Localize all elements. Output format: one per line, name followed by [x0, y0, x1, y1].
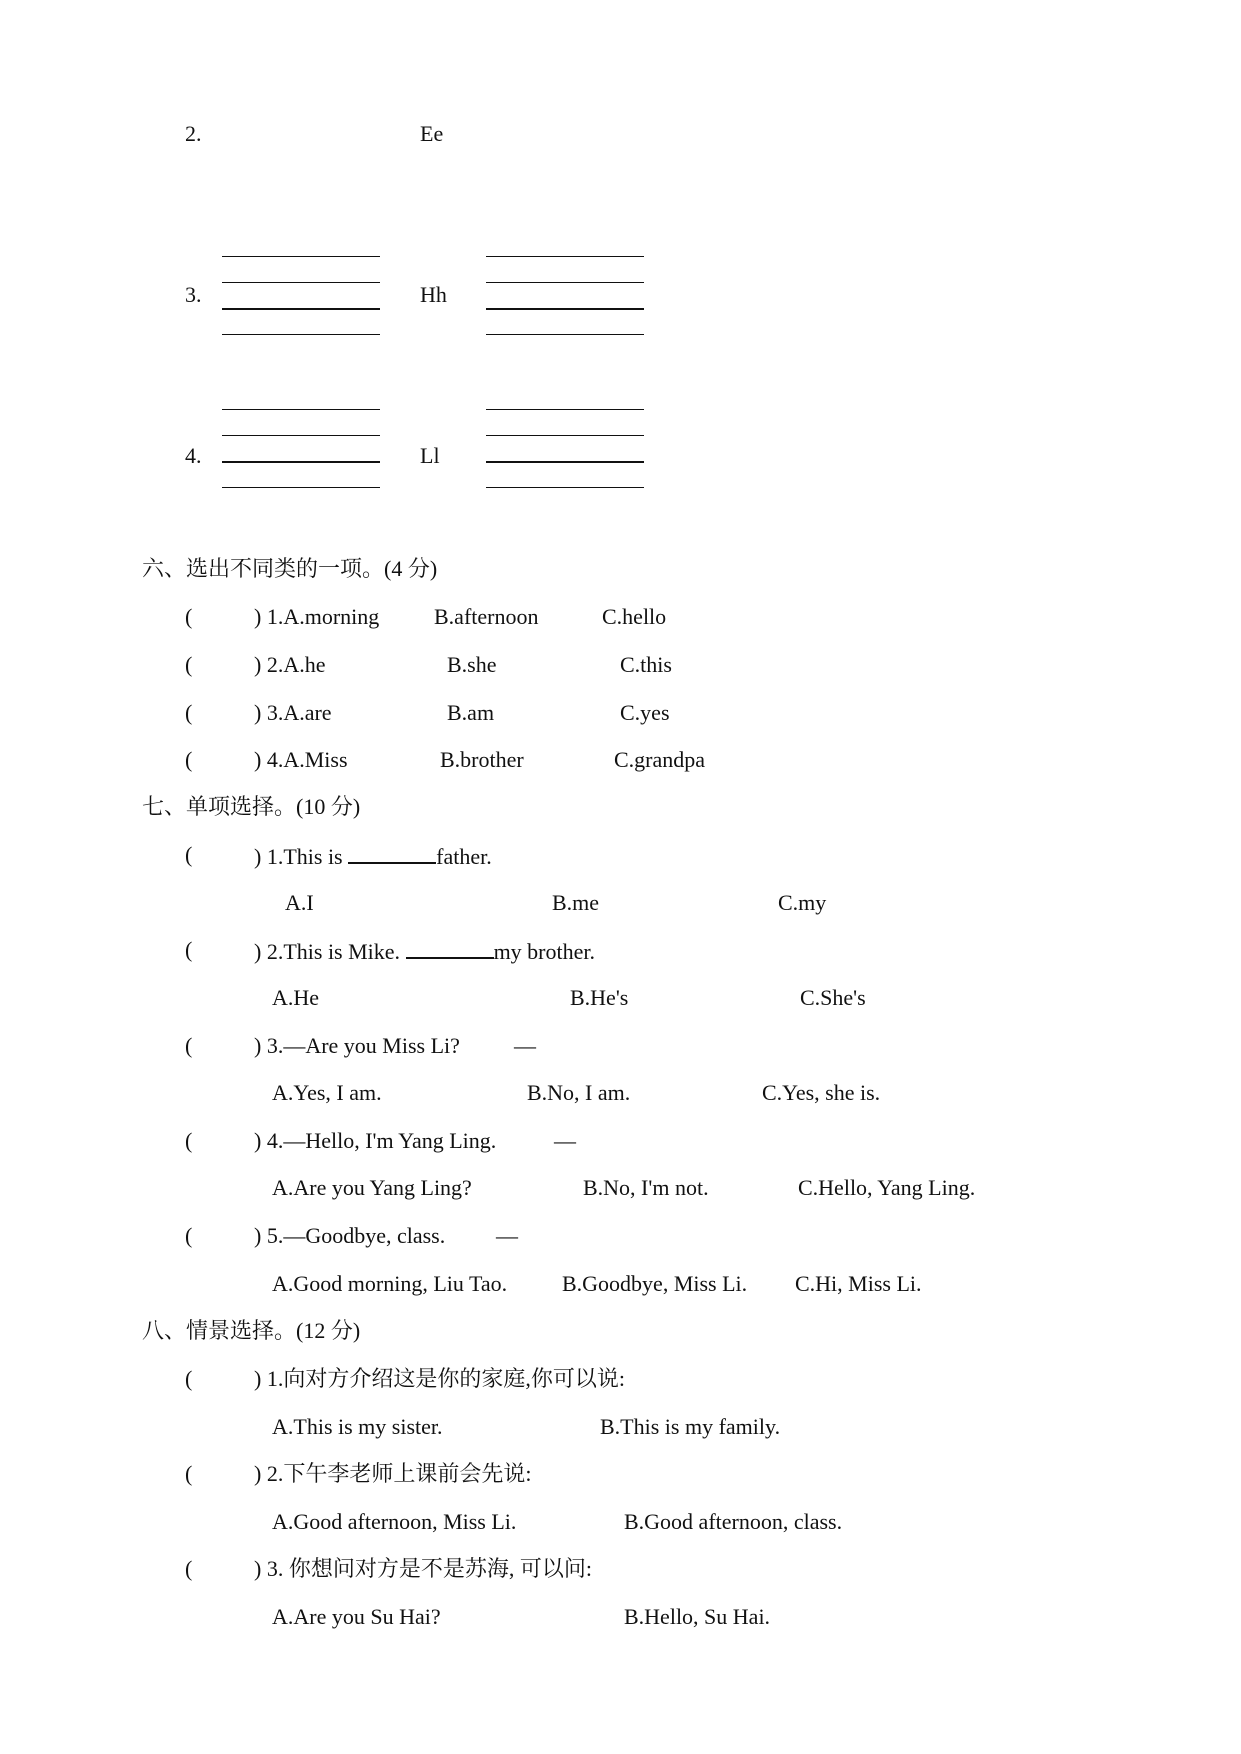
option-b: B.she: [447, 652, 497, 677]
question-stem-end: my brother.: [493, 939, 595, 964]
question-stem: ) 2.下午李老师上课前会先说:: [254, 1461, 532, 1486]
question-stem: ) 5.—Goodbye, class.: [254, 1223, 446, 1248]
answer-paren[interactable]: (: [185, 842, 193, 867]
option-b: B.Good afternoon, class.: [624, 1509, 843, 1534]
reply-dash: —: [554, 1128, 576, 1153]
writing-letter: Ee: [420, 121, 444, 146]
option-c: C.hello: [602, 604, 667, 629]
option-c: C.grandpa: [614, 747, 706, 772]
option-b: B.Goodbye, Miss Li.: [562, 1271, 748, 1296]
option-c: C.this: [620, 652, 672, 677]
writing-letter: Hh: [420, 282, 447, 307]
answer-paren[interactable]: (: [185, 747, 193, 772]
writing-grid-right[interactable]: [486, 256, 644, 338]
option-a: A.Good afternoon, Miss Li.: [272, 1509, 517, 1534]
answer-blank[interactable]: [406, 937, 494, 959]
answer-paren[interactable]: (: [185, 1556, 193, 1581]
writing-number: 3.: [185, 282, 202, 307]
option-b: B.He's: [570, 985, 629, 1010]
question-line: [254, 937, 595, 965]
option-b: B.brother: [440, 747, 524, 772]
option-a: A.Are you Yang Ling?: [272, 1175, 472, 1200]
writing-grid-right[interactable]: [486, 409, 644, 491]
answer-paren[interactable]: (: [185, 1128, 193, 1153]
question-stem: ) 2.This is Mike.: [254, 939, 406, 964]
answer-paren[interactable]: (: [185, 1461, 193, 1486]
question-stem: ) 1.This is: [254, 844, 349, 869]
answer-paren[interactable]: (: [185, 700, 193, 725]
question-stem: ) 2.A.he: [254, 652, 326, 677]
option-c: C.yes: [620, 700, 670, 725]
writing-grid-left[interactable]: [222, 409, 380, 491]
option-c: C.Hi, Miss Li.: [795, 1271, 922, 1296]
option-c: C.Yes, she is.: [762, 1080, 881, 1105]
option-c: C.She's: [800, 985, 866, 1010]
option-b: B.Hello, Su Hai.: [624, 1604, 771, 1629]
answer-paren[interactable]: (: [185, 1033, 193, 1058]
option-a: A.Yes, I am.: [272, 1080, 382, 1105]
option-a: A.He: [272, 985, 320, 1010]
section-7-title: 七、单项选择。(10 分): [142, 794, 361, 819]
writing-number: 2.: [185, 121, 202, 146]
option-b: B.No, I am.: [527, 1080, 631, 1105]
section-8-title: 八、情景选择。(12 分): [142, 1318, 361, 1343]
question-stem: ) 3.A.are: [254, 700, 332, 725]
answer-paren[interactable]: (: [185, 1366, 193, 1391]
writing-grid-left[interactable]: [222, 256, 380, 338]
writing-number: 4.: [185, 443, 202, 468]
option-a: A.I: [285, 890, 314, 915]
option-b: B.This is my family.: [600, 1414, 781, 1439]
question-stem: ) 3.—Are you Miss Li?: [254, 1033, 460, 1058]
question-stem: ) 4.A.Miss: [254, 747, 348, 772]
option-a: A.Good morning, Liu Tao.: [272, 1271, 508, 1296]
option-c: C.my: [778, 890, 827, 915]
question-stem-end: father.: [436, 844, 492, 869]
reply-dash: —: [496, 1223, 518, 1248]
question-stem: ) 4.—Hello, I'm Yang Ling.: [254, 1128, 497, 1153]
option-c: C.Hello, Yang Ling.: [798, 1175, 976, 1200]
option-a: A.Are you Su Hai?: [272, 1604, 441, 1629]
section-6-title: 六、选出不同类的一项。(4 分): [142, 556, 438, 581]
option-b: B.me: [552, 890, 600, 915]
question-line: [254, 842, 492, 870]
answer-blank[interactable]: [348, 842, 436, 864]
option-a: A.This is my sister.: [272, 1414, 443, 1439]
answer-paren[interactable]: (: [185, 1223, 193, 1248]
answer-paren[interactable]: (: [185, 652, 193, 677]
answer-paren[interactable]: (: [185, 604, 193, 629]
question-stem: ) 1.向对方介绍这是你的家庭,你可以说:: [254, 1366, 625, 1391]
question-stem: ) 1.A.morning: [254, 604, 380, 629]
reply-dash: —: [514, 1033, 536, 1058]
option-b: B.afternoon: [434, 604, 539, 629]
option-b: B.No, I'm not.: [583, 1175, 709, 1200]
writing-letter: Ll: [420, 443, 440, 468]
answer-paren[interactable]: (: [185, 937, 193, 962]
option-b: B.am: [447, 700, 495, 725]
question-stem: ) 3. 你想问对方是不是苏海, 可以问:: [254, 1556, 592, 1581]
